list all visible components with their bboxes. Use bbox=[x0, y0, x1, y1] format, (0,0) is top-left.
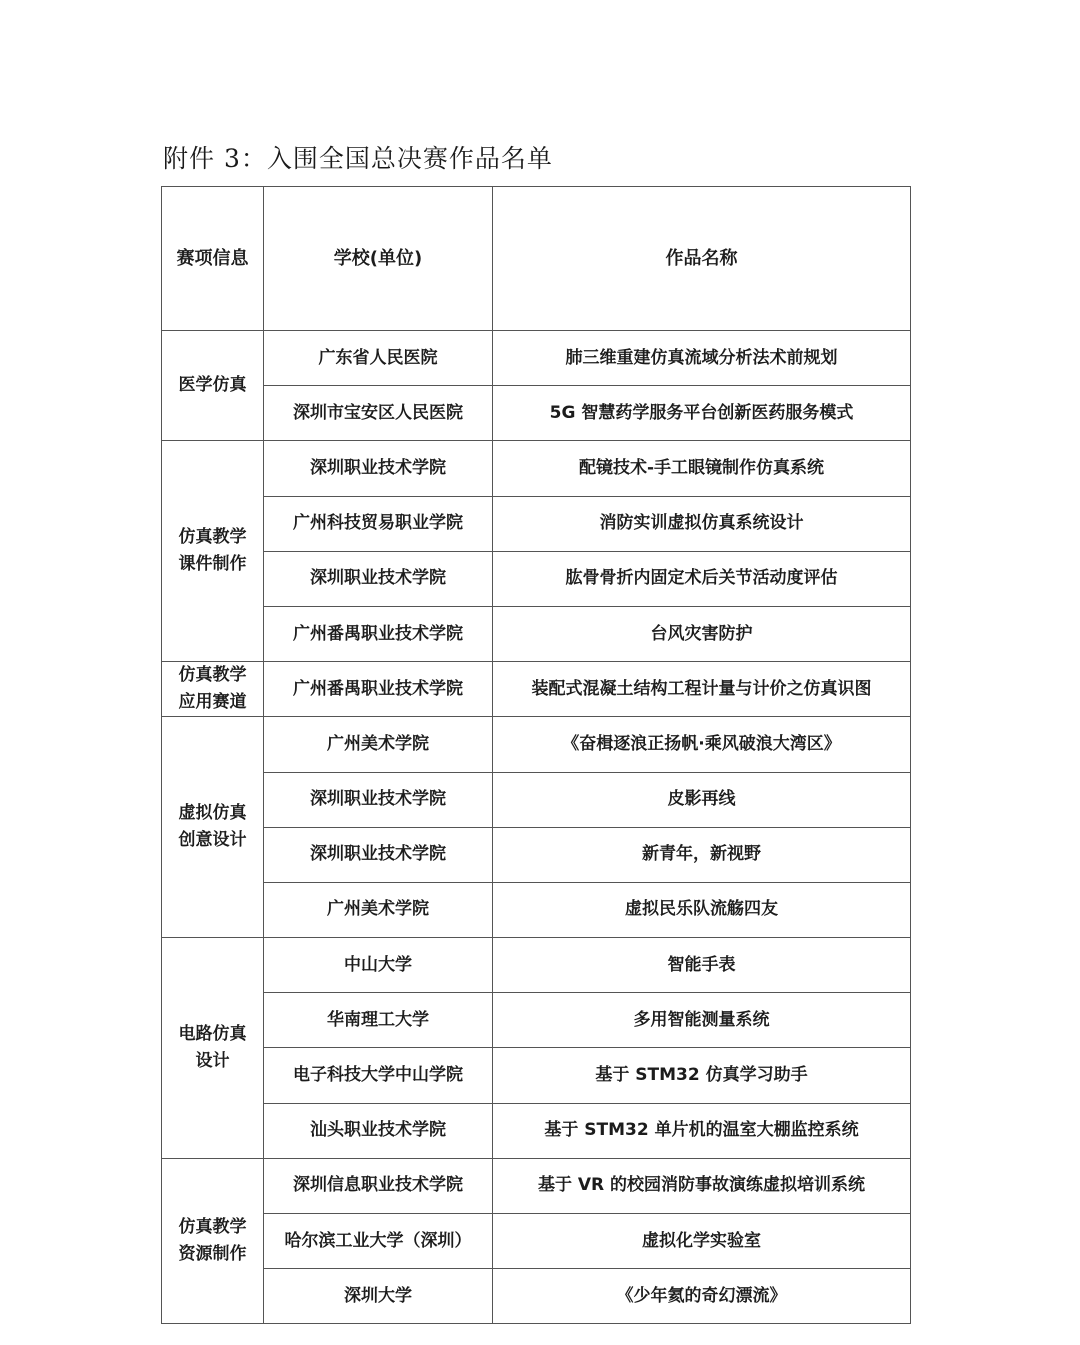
category-line: 仿真教学 bbox=[178, 1217, 247, 1238]
document-title: 附件 3：入围全国总决赛作品名单 bbox=[163, 144, 553, 173]
category-line: 资源制作 bbox=[178, 1244, 247, 1265]
school-cell: 广州美术学院 bbox=[264, 882, 493, 937]
work-cell: 多用智能测量系统 bbox=[493, 993, 911, 1048]
table-row bbox=[162, 662, 911, 717]
header-category: 赛项信息 bbox=[162, 187, 264, 331]
table-row bbox=[162, 772, 911, 827]
table-row bbox=[162, 1048, 911, 1103]
category-line: 课件制作 bbox=[178, 554, 247, 575]
work-cell: 5G 智慧药学服务平台创新医药服务模式 bbox=[493, 386, 911, 441]
work-cell: 虚拟化学实验室 bbox=[493, 1214, 911, 1269]
category-cell bbox=[162, 1158, 264, 1324]
work-cell: 基于 VR 的校园消防事故演练虚拟培训系统 bbox=[493, 1158, 911, 1213]
work-cell: 消防实训虚拟仿真系统设计 bbox=[493, 496, 911, 551]
table-row bbox=[162, 441, 911, 496]
work-cell: 肱骨骨折内固定术后关节活动度评估 bbox=[493, 551, 911, 606]
school-cell: 深圳信息职业技术学院 bbox=[264, 1158, 493, 1213]
table-row bbox=[162, 993, 911, 1048]
school-cell: 广州美术学院 bbox=[264, 717, 493, 772]
category-cell bbox=[162, 717, 264, 938]
school-cell: 广东省人民医院 bbox=[264, 331, 493, 386]
school-cell: 华南理工大学 bbox=[264, 993, 493, 1048]
work-cell: 装配式混凝土结构工程计量与计价之仿真识图 bbox=[493, 662, 911, 717]
work-cell: 智能手表 bbox=[493, 938, 911, 993]
work-cell: 皮影再线 bbox=[493, 772, 911, 827]
finalists-table bbox=[161, 186, 911, 1324]
work-cell: 《奋楫逐浪正扬帆·乘风破浪大湾区》 bbox=[493, 717, 911, 772]
table-row bbox=[162, 827, 911, 882]
school-cell: 深圳职业技术学院 bbox=[264, 441, 493, 496]
work-cell: 新青年，新视野 bbox=[493, 827, 911, 882]
school-cell: 广州番禺职业技术学院 bbox=[264, 606, 493, 661]
header-school: 学校(单位) bbox=[264, 187, 493, 331]
table-row bbox=[162, 1158, 911, 1213]
table-row bbox=[162, 717, 911, 772]
category-cell bbox=[162, 662, 264, 717]
category-cell bbox=[162, 441, 264, 662]
table-row bbox=[162, 1103, 911, 1158]
table-row bbox=[162, 386, 911, 441]
category-line: 仿真教学 bbox=[178, 527, 247, 548]
work-cell: 配镜技术-手工眼镜制作仿真系统 bbox=[493, 441, 911, 496]
table-body bbox=[162, 331, 911, 1324]
category-line: 仿真教学 bbox=[178, 665, 247, 686]
table-row bbox=[162, 331, 911, 386]
school-cell: 深圳大学 bbox=[264, 1269, 493, 1324]
school-cell: 深圳职业技术学院 bbox=[264, 551, 493, 606]
category-line: 设计 bbox=[195, 1050, 230, 1071]
work-cell: 基于 STM32 单片机的温室大棚监控系统 bbox=[493, 1103, 911, 1158]
category-cell bbox=[162, 331, 264, 441]
school-cell: 广州番禺职业技术学院 bbox=[264, 662, 493, 717]
work-cell: 肺三维重建仿真流域分析法术前规划 bbox=[493, 331, 911, 386]
table-row bbox=[162, 551, 911, 606]
school-cell: 电子科技大学中山学院 bbox=[264, 1048, 493, 1103]
work-cell: 虚拟民乐队流觞四友 bbox=[493, 882, 911, 937]
school-cell: 汕头职业技术学院 bbox=[264, 1103, 493, 1158]
work-cell: 台风灾害防护 bbox=[493, 606, 911, 661]
table-row bbox=[162, 1214, 911, 1269]
table-row bbox=[162, 1269, 911, 1324]
table-row bbox=[162, 882, 911, 937]
table-row bbox=[162, 496, 911, 551]
school-cell: 深圳职业技术学院 bbox=[264, 827, 493, 882]
category-line: 虚拟仿真 bbox=[178, 803, 247, 824]
school-cell: 哈尔滨工业大学（深圳） bbox=[264, 1214, 493, 1269]
school-cell: 广州科技贸易职业学院 bbox=[264, 496, 493, 551]
category-line: 创意设计 bbox=[178, 830, 247, 851]
table-row bbox=[162, 938, 911, 993]
category-line: 医学仿真 bbox=[178, 375, 247, 396]
header-work: 作品名称 bbox=[493, 187, 911, 331]
table-header-row bbox=[162, 187, 911, 331]
school-cell: 深圳市宝安区人民医院 bbox=[264, 386, 493, 441]
category-line: 应用赛道 bbox=[178, 692, 247, 713]
work-cell: 基于 STM32 仿真学习助手 bbox=[493, 1048, 911, 1103]
table-row bbox=[162, 606, 911, 661]
category-cell bbox=[162, 938, 264, 1159]
work-cell: 《少年氦的奇幻漂流》 bbox=[493, 1269, 911, 1324]
school-cell: 中山大学 bbox=[264, 938, 493, 993]
school-cell: 深圳职业技术学院 bbox=[264, 772, 493, 827]
category-line: 电路仿真 bbox=[178, 1023, 247, 1044]
